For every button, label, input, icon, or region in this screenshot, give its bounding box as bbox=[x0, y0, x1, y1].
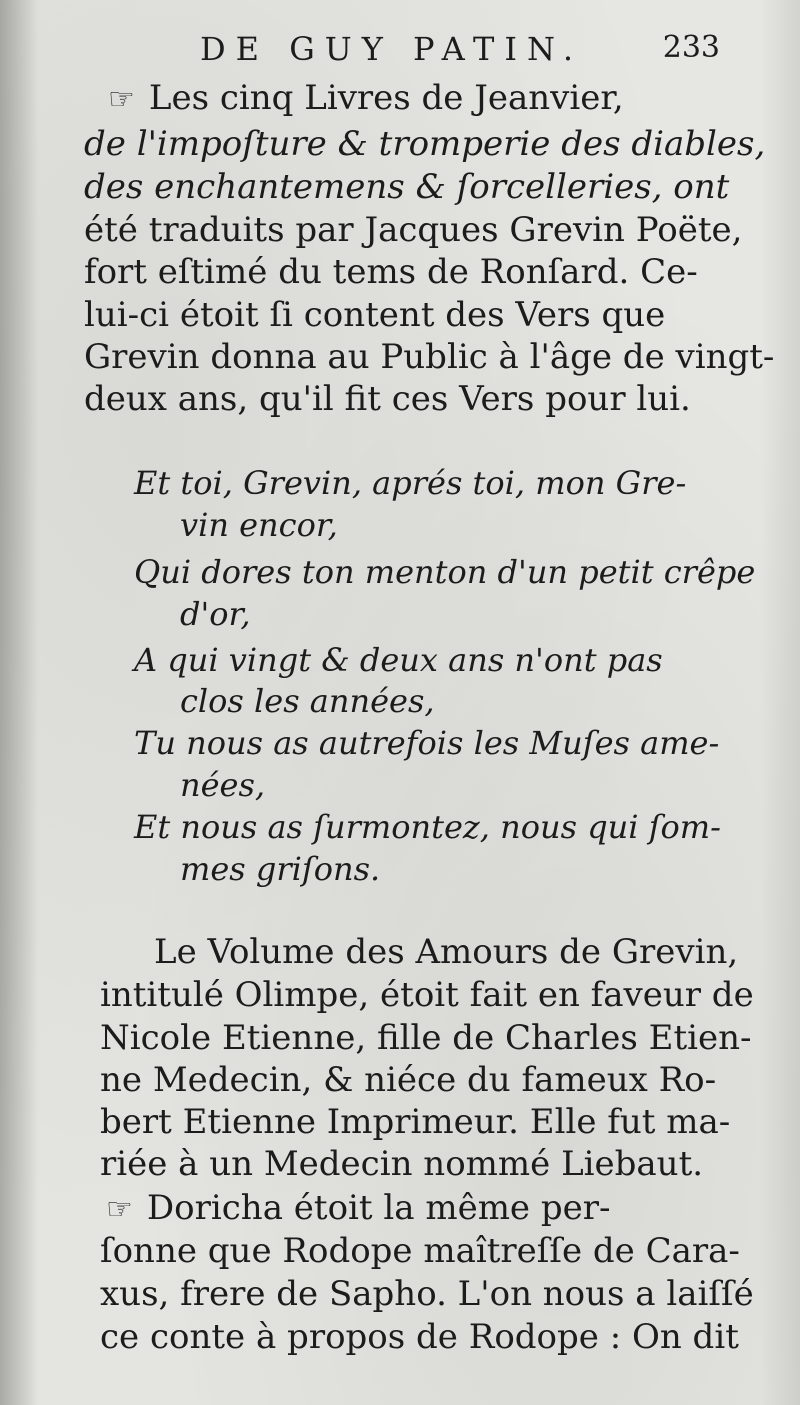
paragraph1-line-7: Grevin donna au Public à l'âge de vingt- bbox=[84, 337, 775, 377]
verse-line-3: Qui dores ton menton d'un petit crêpe bbox=[134, 553, 756, 591]
pointing-hand-icon: ☞ bbox=[106, 1192, 133, 1227]
paragraph3-line-4: ce conte à propos de Rodope : On dit bbox=[100, 1317, 739, 1357]
paragraph1-line-4: été traduits par Jacques Grevin Poëte, bbox=[84, 210, 743, 250]
verse-line-9: Et nous as ſurmontez, nous qui ſom- bbox=[134, 808, 721, 846]
verse-line-5: A qui vingt & deux ans n'ont pas bbox=[134, 641, 663, 679]
verse-line-10: mes griſons. bbox=[180, 850, 381, 888]
paragraph3-line-2: ſonne que Rodope maîtreſſe de Cara- bbox=[100, 1231, 740, 1271]
paragraph1-line-5: fort eſtimé du tems de Ronſard. Ce- bbox=[84, 252, 698, 292]
paragraph2-line-4: ne Medecin, & niéce du fameux Ro- bbox=[100, 1060, 717, 1100]
verse-line-2: vin encor, bbox=[180, 506, 338, 544]
paragraph1-line-2: de l'impoſture & tromperie des diables, bbox=[84, 124, 766, 164]
paragraph2-line-5: bert Etienne Imprimeur. Elle fut ma- bbox=[100, 1102, 731, 1142]
page-header bbox=[200, 30, 720, 74]
verse-line-4: d'or, bbox=[180, 595, 251, 633]
paragraph2-line-2: intitulé Olimpe, étoit fait en faveur de bbox=[100, 975, 754, 1015]
verse-line-1: Et toi, Grevin, aprés toi, mon Gre- bbox=[134, 464, 687, 502]
running-head: DE GUY PATIN. bbox=[200, 30, 584, 68]
paragraph3-line-1: ☞ Doricha étoit la même per- bbox=[106, 1188, 611, 1228]
verse-line-8: nées, bbox=[180, 766, 266, 804]
pointing-hand-icon: ☞ bbox=[108, 82, 135, 117]
page-number: 233 bbox=[662, 30, 720, 65]
page-gutter-shadow bbox=[0, 0, 38, 1405]
paragraph1-line-1: ☞ Les cinq Livres de Jeanvier, bbox=[108, 78, 624, 118]
paragraph3-line-3: xus, frere de Sapho. L'on nous a laiſſé bbox=[100, 1274, 754, 1314]
verse-line-7: Tu nous as autrefois les Muſes ame- bbox=[134, 724, 720, 762]
paragraph1-line-6: lui-ci étoit ſi content des Vers que bbox=[84, 295, 666, 335]
verse-line-6: clos les années, bbox=[180, 682, 435, 720]
paragraph2-line-1: Le Volume des Amours de Grevin, bbox=[154, 932, 739, 972]
paragraph1-line-3: des enchantemens & ſorcelleries, ont bbox=[84, 167, 730, 207]
paragraph2-line-3: Nicole Etienne, fille de Charles Etien- bbox=[100, 1018, 752, 1058]
paragraph1-line-8: deux ans, qu'il fit ces Vers pour lui. bbox=[84, 379, 691, 419]
paragraph2-line-6: riée à un Medecin nommé Liebaut. bbox=[100, 1144, 704, 1184]
